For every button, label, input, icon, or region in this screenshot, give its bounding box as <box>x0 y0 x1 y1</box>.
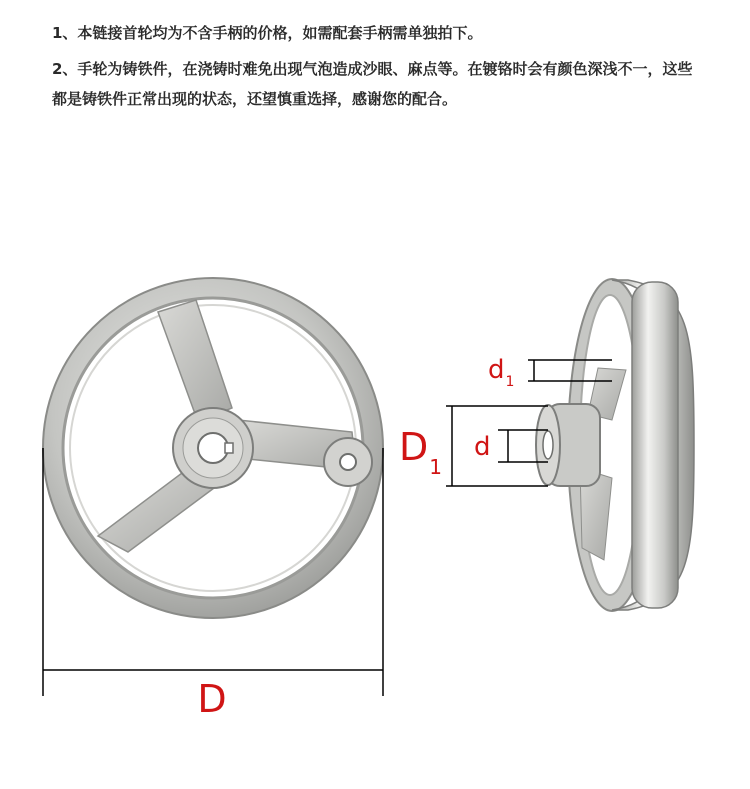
label-D: D <box>197 677 227 721</box>
label-D1: $D_1$ <box>399 425 442 479</box>
handwheel-side-photo <box>536 279 694 611</box>
note-1: 1、本链接首轮均为不含手柄的价格，如需配套手柄需单独拍下。 <box>52 24 483 42</box>
label-d1: $d_1$ <box>488 355 515 390</box>
note-2: 2、手轮为铸铁件，在浇铸时难免出现气泡造成沙眼、麻点等。在镀铬时会有颜色深浅不一，这些都是铸铁件正常出现的状态，还望慎重选择，感谢您的配合。 <box>52 60 693 108</box>
label-d: d <box>474 432 491 462</box>
handwheel-front-photo <box>43 278 383 618</box>
